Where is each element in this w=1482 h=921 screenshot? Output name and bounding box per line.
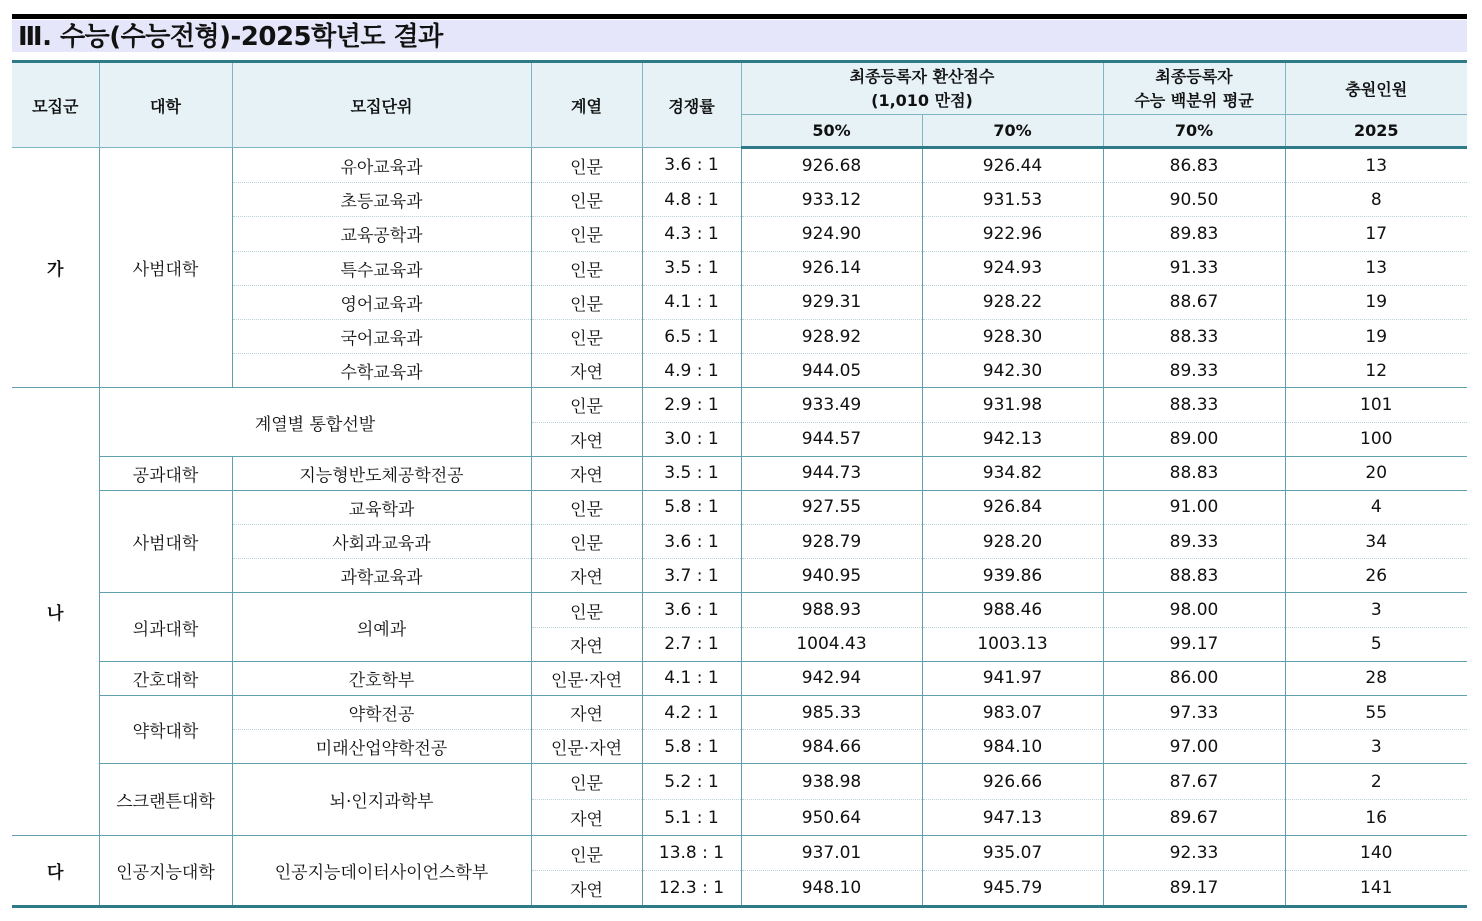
table-row (12, 661, 1467, 695)
group-label: 가 (12, 148, 99, 388)
rate-cell: 4.9 : 1 (642, 354, 741, 388)
track-cell: 인문 (531, 183, 642, 217)
header-percentile-70: 70% (1103, 115, 1285, 148)
score70-cell: 947.13 (922, 800, 1103, 836)
unit-cell: 특수교육과 (232, 251, 531, 285)
unit-cell: 의예과 (232, 593, 531, 661)
unit-cell: 수학교육과 (232, 354, 531, 388)
fill-cell: 5 (1285, 627, 1467, 661)
score70-cell: 934.82 (922, 456, 1103, 490)
percentile-cell: 89.33 (1103, 354, 1285, 388)
percentile-cell: 89.00 (1103, 422, 1285, 456)
section-title: Ⅲ. 수능(수능전형)-2025학년도 결과 (12, 20, 1467, 52)
score70-cell: 931.98 (922, 388, 1103, 422)
percentile-cell: 88.33 (1103, 319, 1285, 353)
college-cell: 인공지능대학 (99, 836, 232, 907)
table-row (12, 836, 1467, 871)
score50-cell: 948.10 (741, 871, 922, 907)
college-cell: 사범대학 (99, 148, 232, 388)
score70-cell: 988.46 (922, 593, 1103, 627)
table-row (12, 490, 1467, 524)
rate-cell: 4.8 : 1 (642, 183, 741, 217)
unit-cell: 간호학부 (232, 661, 531, 695)
header-competition-rate: 경쟁률 (642, 62, 741, 148)
track-cell: 인문 (531, 388, 642, 422)
header-score-70: 70% (922, 115, 1103, 148)
score50-cell: 944.05 (741, 354, 922, 388)
percentile-cell: 89.67 (1103, 800, 1285, 836)
track-cell: 인문·자연 (531, 730, 642, 764)
percentile-cell: 88.83 (1103, 456, 1285, 490)
score70-cell: 935.07 (922, 836, 1103, 871)
unit-cell: 교육공학과 (232, 217, 531, 251)
track-cell: 자연 (531, 627, 642, 661)
rate-cell: 12.3 : 1 (642, 871, 741, 907)
score50-cell: 933.12 (741, 183, 922, 217)
table-body (12, 148, 1467, 907)
score50-cell: 1004.43 (741, 627, 922, 661)
rate-cell: 2.9 : 1 (642, 388, 741, 422)
score50-cell: 928.79 (741, 525, 922, 559)
group-label: 다 (12, 836, 99, 907)
rate-cell: 4.1 : 1 (642, 285, 741, 319)
score70-cell: 922.96 (922, 217, 1103, 251)
title-top-rule (12, 14, 1467, 19)
score70-cell: 928.20 (922, 525, 1103, 559)
unit-cell: 뇌·인지과학부 (232, 764, 531, 836)
percentile-cell: 98.00 (1103, 593, 1285, 627)
header-fill-year: 2025 (1285, 115, 1467, 148)
score50-cell: 937.01 (741, 836, 922, 871)
score70-cell: 984.10 (922, 730, 1103, 764)
rate-cell: 3.7 : 1 (642, 559, 741, 593)
track-cell: 자연 (531, 871, 642, 907)
score70-cell: 926.66 (922, 764, 1103, 800)
table-row (12, 148, 1467, 183)
rate-cell: 3.5 : 1 (642, 456, 741, 490)
score50-cell: 929.31 (741, 285, 922, 319)
rate-cell: 6.5 : 1 (642, 319, 741, 353)
group-label: 나 (12, 388, 99, 836)
fill-cell: 26 (1285, 559, 1467, 593)
table-row (12, 764, 1467, 800)
rate-cell: 4.1 : 1 (642, 661, 741, 695)
header-additional-admits: 충원인원 (1285, 62, 1467, 115)
table-header (12, 62, 1467, 148)
fill-cell: 3 (1285, 730, 1467, 764)
fill-cell: 16 (1285, 800, 1467, 836)
percentile-cell: 88.83 (1103, 559, 1285, 593)
score50-cell: 926.68 (741, 148, 922, 183)
percentile-cell: 86.00 (1103, 661, 1285, 695)
header-percentile-line1: 최종등록자 (1155, 66, 1233, 86)
track-cell: 인문 (531, 217, 642, 251)
score70-cell: 942.13 (922, 422, 1103, 456)
college-cell: 간호대학 (99, 661, 232, 695)
table-row (12, 456, 1467, 490)
integrated-selection-cell: 계열별 통합선발 (99, 388, 531, 456)
rate-cell: 3.6 : 1 (642, 525, 741, 559)
percentile-cell: 86.83 (1103, 148, 1285, 183)
table-row (12, 388, 1467, 422)
percentile-cell: 87.67 (1103, 764, 1285, 800)
percentile-cell: 89.83 (1103, 217, 1285, 251)
header-unit: 모집단위 (232, 62, 531, 148)
rate-cell: 5.1 : 1 (642, 800, 741, 836)
rate-cell: 3.5 : 1 (642, 251, 741, 285)
score70-cell: 924.93 (922, 251, 1103, 285)
header-converted-score (741, 62, 1103, 115)
unit-cell: 지능형반도체공학전공 (232, 456, 531, 490)
header-percentile (1103, 62, 1285, 115)
rate-cell: 5.8 : 1 (642, 490, 741, 524)
unit-cell: 유아교육과 (232, 148, 531, 183)
percentile-cell: 90.50 (1103, 183, 1285, 217)
score70-cell: 931.53 (922, 183, 1103, 217)
fill-cell: 55 (1285, 696, 1467, 730)
college-cell: 의과대학 (99, 593, 232, 661)
track-cell: 인문 (531, 764, 642, 800)
percentile-cell: 97.33 (1103, 696, 1285, 730)
college-cell: 스크랜튼대학 (99, 764, 232, 836)
track-cell: 인문 (531, 319, 642, 353)
percentile-cell: 99.17 (1103, 627, 1285, 661)
unit-cell: 인공지능데이터사이언스학부 (232, 836, 531, 907)
rate-cell: 5.8 : 1 (642, 730, 741, 764)
header-college: 대학 (99, 62, 232, 148)
percentile-cell: 92.33 (1103, 836, 1285, 871)
fill-cell: 100 (1285, 422, 1467, 456)
header-percentile-line2: 수능 백분위 평균 (1134, 90, 1254, 110)
score70-cell: 926.84 (922, 490, 1103, 524)
score50-cell: 944.73 (741, 456, 922, 490)
score70-cell: 928.22 (922, 285, 1103, 319)
percentile-cell: 88.67 (1103, 285, 1285, 319)
fill-cell: 13 (1285, 251, 1467, 285)
unit-cell: 미래산업약학전공 (232, 730, 531, 764)
percentile-cell: 89.33 (1103, 525, 1285, 559)
header-group: 모집군 (12, 62, 99, 148)
fill-cell: 101 (1285, 388, 1467, 422)
track-cell: 자연 (531, 456, 642, 490)
score70-cell: 1003.13 (922, 627, 1103, 661)
rate-cell: 4.3 : 1 (642, 217, 741, 251)
fill-cell: 34 (1285, 525, 1467, 559)
college-cell: 공과대학 (99, 456, 232, 490)
fill-cell: 4 (1285, 490, 1467, 524)
header-converted-score-line2: (1,010 만점) (871, 90, 973, 110)
score50-cell: 944.57 (741, 422, 922, 456)
track-cell: 인문 (531, 836, 642, 871)
score70-cell: 945.79 (922, 871, 1103, 907)
fill-cell: 141 (1285, 871, 1467, 907)
header-score-50: 50% (741, 115, 922, 148)
header-converted-score-line1: 최종등록자 환산점수 (849, 66, 995, 86)
score50-cell: 985.33 (741, 696, 922, 730)
unit-cell: 사회과교육과 (232, 525, 531, 559)
score70-cell: 928.30 (922, 319, 1103, 353)
track-cell: 인문·자연 (531, 661, 642, 695)
score50-cell: 984.66 (741, 730, 922, 764)
score50-cell: 927.55 (741, 490, 922, 524)
percentile-cell: 88.33 (1103, 388, 1285, 422)
track-cell: 자연 (531, 800, 642, 836)
score70-cell: 941.97 (922, 661, 1103, 695)
score50-cell: 926.14 (741, 251, 922, 285)
unit-cell: 교육학과 (232, 490, 531, 524)
score50-cell: 924.90 (741, 217, 922, 251)
fill-cell: 2 (1285, 764, 1467, 800)
percentile-cell: 91.33 (1103, 251, 1285, 285)
rate-cell: 3.0 : 1 (642, 422, 741, 456)
unit-cell: 약학전공 (232, 696, 531, 730)
score50-cell: 940.95 (741, 559, 922, 593)
rate-cell: 3.6 : 1 (642, 593, 741, 627)
table-row (12, 696, 1467, 730)
track-cell: 인문 (531, 490, 642, 524)
college-cell: 약학대학 (99, 696, 232, 764)
score50-cell: 950.64 (741, 800, 922, 836)
score50-cell: 988.93 (741, 593, 922, 627)
fill-cell: 8 (1285, 183, 1467, 217)
unit-cell: 국어교육과 (232, 319, 531, 353)
rate-cell: 2.7 : 1 (642, 627, 741, 661)
fill-cell: 3 (1285, 593, 1467, 627)
track-cell: 인문 (531, 285, 642, 319)
unit-cell: 초등교육과 (232, 183, 531, 217)
track-cell: 인문 (531, 148, 642, 183)
score70-cell: 942.30 (922, 354, 1103, 388)
unit-cell: 과학교육과 (232, 559, 531, 593)
track-cell: 인문 (531, 593, 642, 627)
admission-results-table (12, 60, 1467, 908)
header-track: 계열 (531, 62, 642, 148)
score70-cell: 939.86 (922, 559, 1103, 593)
score50-cell: 933.49 (741, 388, 922, 422)
rate-cell: 3.6 : 1 (642, 148, 741, 183)
percentile-cell: 91.00 (1103, 490, 1285, 524)
track-cell: 인문 (531, 251, 642, 285)
track-cell: 자연 (531, 696, 642, 730)
score70-cell: 926.44 (922, 148, 1103, 183)
fill-cell: 19 (1285, 319, 1467, 353)
track-cell: 자연 (531, 559, 642, 593)
rate-cell: 4.2 : 1 (642, 696, 741, 730)
score50-cell: 938.98 (741, 764, 922, 800)
unit-cell: 영어교육과 (232, 285, 531, 319)
fill-cell: 28 (1285, 661, 1467, 695)
fill-cell: 140 (1285, 836, 1467, 871)
table-row (12, 593, 1467, 627)
fill-cell: 20 (1285, 456, 1467, 490)
fill-cell: 13 (1285, 148, 1467, 183)
fill-cell: 12 (1285, 354, 1467, 388)
rate-cell: 5.2 : 1 (642, 764, 741, 800)
percentile-cell: 89.17 (1103, 871, 1285, 907)
fill-cell: 19 (1285, 285, 1467, 319)
college-cell: 사범대학 (99, 490, 232, 593)
track-cell: 자연 (531, 422, 642, 456)
track-cell: 인문 (531, 525, 642, 559)
score50-cell: 942.94 (741, 661, 922, 695)
score50-cell: 928.92 (741, 319, 922, 353)
rate-cell: 13.8 : 1 (642, 836, 741, 871)
score70-cell: 983.07 (922, 696, 1103, 730)
track-cell: 자연 (531, 354, 642, 388)
fill-cell: 17 (1285, 217, 1467, 251)
percentile-cell: 97.00 (1103, 730, 1285, 764)
